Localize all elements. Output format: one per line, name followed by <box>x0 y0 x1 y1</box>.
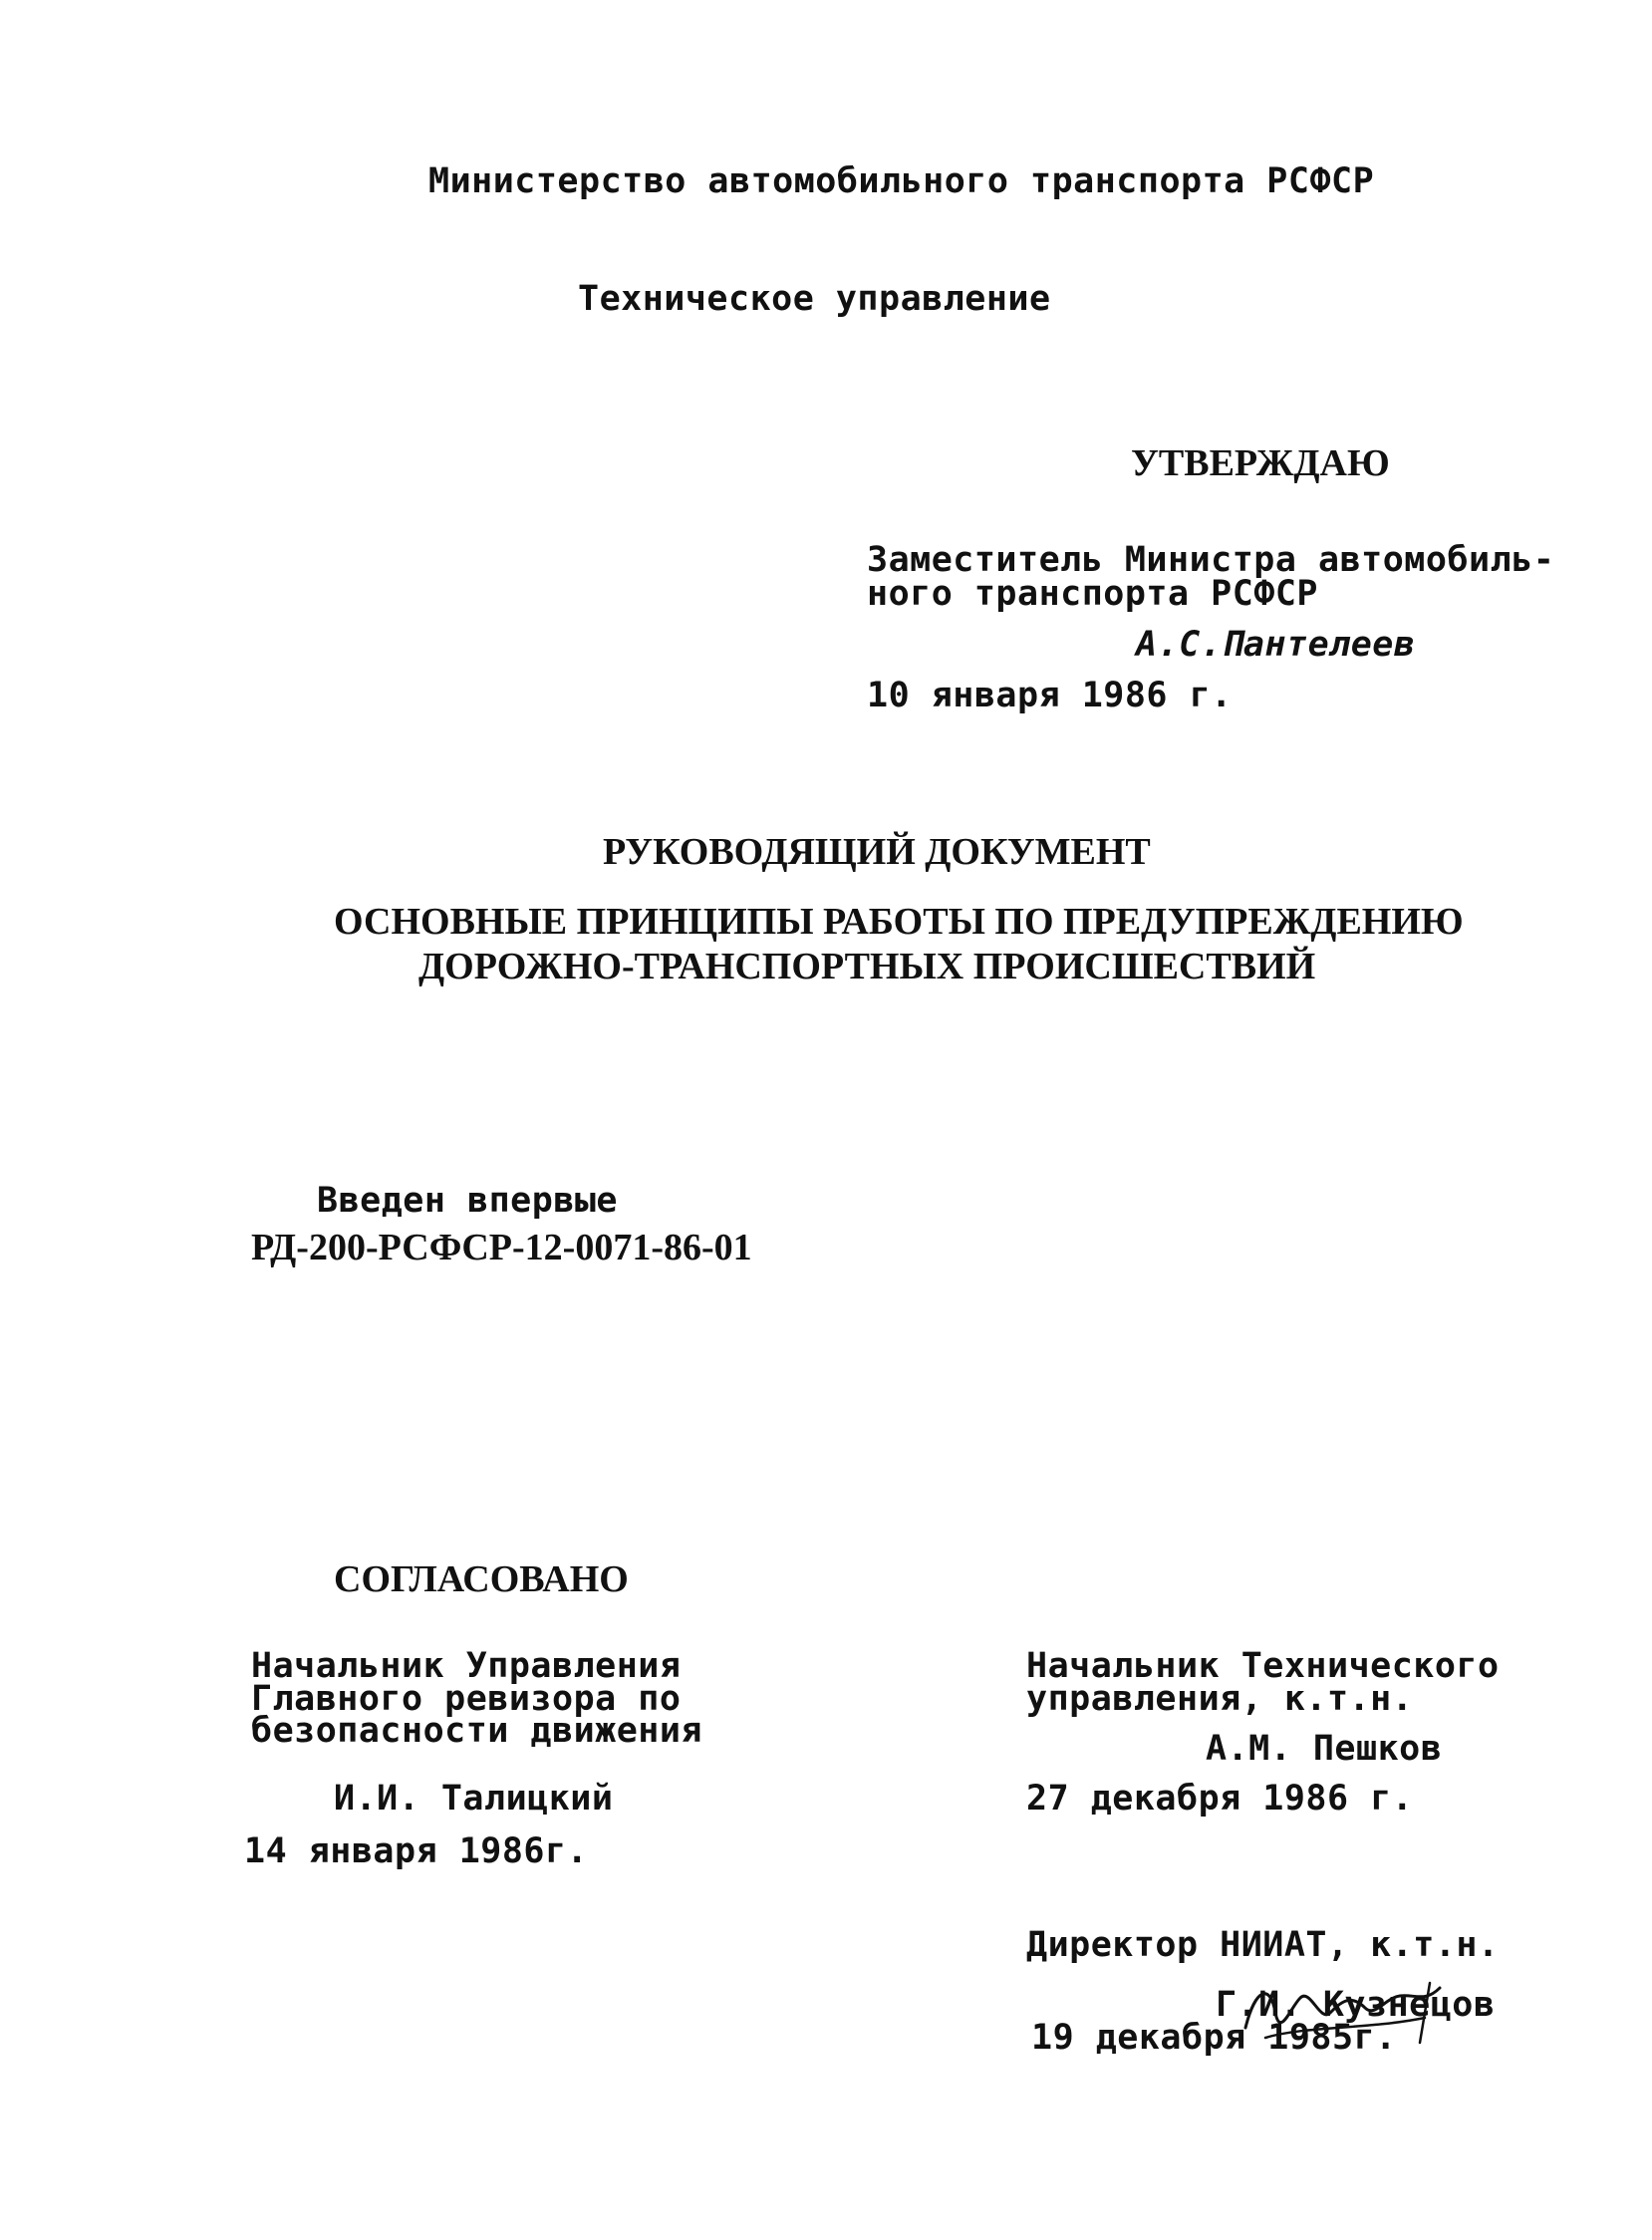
document-code: РД-200-РСФСР-12-0071-86-01 <box>251 1227 752 1268</box>
doc-type: РУКОВОДЯЩИЙ ДОКУМЕНТ <box>603 831 1151 873</box>
agreed-right-line1: Начальник Технического <box>1026 1646 1500 1686</box>
agreed-left-date: 14 января 1986г. <box>244 1831 589 1871</box>
agreed-heading: СОГЛАСОВАНО <box>334 1558 629 1600</box>
intro-status: Введен впервые <box>317 1181 619 1221</box>
director-name: Г.И. Кузнецов <box>1216 1985 1496 2025</box>
agreed-left-line2: Главного ревизора по <box>251 1679 682 1719</box>
agreed-left-line3: безопасности движения <box>251 1711 703 1751</box>
agreed-right-name: А.М. Пешков <box>1206 1729 1443 1769</box>
agreed-left-line1: Начальник Управления <box>251 1646 682 1686</box>
approval-position-line1: Заместитель Министра автомобиль- <box>867 540 1555 580</box>
director-date: 19 декабря 1985г. <box>1031 2018 1397 2058</box>
approval-stamp: УТВЕРЖДАЮ <box>1131 442 1390 484</box>
department-name: Техническое управление <box>578 279 1051 319</box>
approval-date: 10 января 1986 г. <box>867 676 1233 715</box>
doc-title-line2: ДОРОЖНО-ТРАНСПОРТНЫХ ПРОИСШЕСТВИЙ <box>418 946 1316 987</box>
director-line1: Директор НИИАТ, к.т.н. <box>1026 1925 1500 1965</box>
agreed-right-date: 27 декабря 1986 г. <box>1026 1779 1414 1819</box>
doc-title-line1: ОСНОВНЫЕ ПРИНЦИПЫ РАБОТЫ ПО ПРЕДУПРЕЖДЕНИЮ <box>334 901 1464 943</box>
approval-name: А.С.Пантелеев <box>1136 625 1416 665</box>
signature-scribble <box>1226 1968 1465 2058</box>
agreed-right-line2: управления, к.т.н. <box>1026 1679 1414 1719</box>
ministry-name: Министерство автомобильного транспорта РСФСР <box>428 161 1375 201</box>
agreed-left-name: И.И. Талицкий <box>334 1779 614 1819</box>
approval-position-line2: ного транспорта РСФСР <box>867 574 1319 614</box>
